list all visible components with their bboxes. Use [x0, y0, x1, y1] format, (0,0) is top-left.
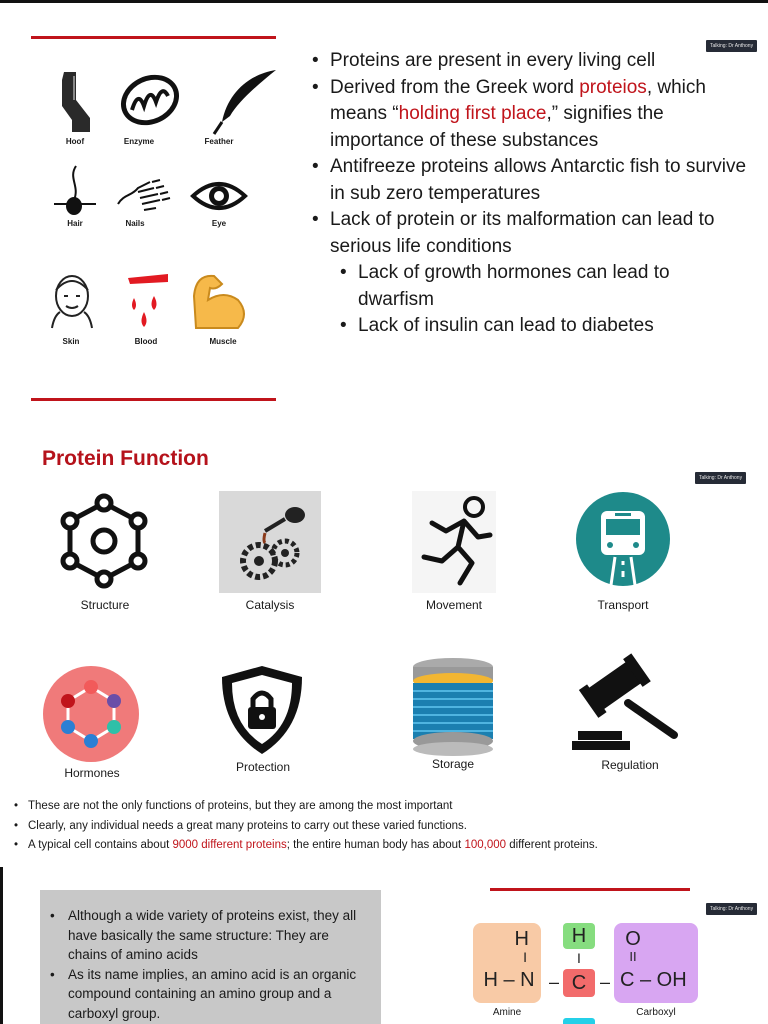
bullet-same-structure: • Although a wide variety of proteins exist, they all have basically the same structure: They are chains of amino acids: [40, 906, 371, 965]
bullet-antifreeze: • Antifreeze proteins allows Antarctic fish to survive in sub zero temperatures: [310, 154, 750, 207]
feather-icon: [210, 66, 280, 136]
highlight-9000: 9000 different proteins: [172, 839, 287, 851]
amino-bullets: [40, 906, 381, 1023]
h-box: H: [563, 923, 595, 949]
eye-icon: [190, 178, 248, 214]
amine-h-top: H: [514, 928, 529, 950]
bullet-many-proteins: • Clearly, any individual needs a great many proteins to carry out these varied functions.: [10, 817, 760, 837]
hoof-icon: [50, 70, 100, 134]
storage-icon: [410, 657, 496, 757]
feather-label: Feather: [204, 137, 234, 146]
skin-label: Skin: [62, 337, 80, 346]
slide-protein-function: [0, 425, 768, 865]
carboxyl-label: Carboxyl: [636, 1007, 676, 1018]
transport-icon: [575, 491, 671, 587]
red-rule-bottom: [31, 398, 276, 401]
slide-amino-acids: [0, 865, 768, 1024]
hair-label: Hair: [67, 219, 83, 228]
slide-title: Protein Function: [42, 447, 209, 470]
muscle-icon: [188, 270, 248, 334]
carbon-box: C: [563, 969, 595, 997]
hoof-label: Hoof: [65, 137, 85, 146]
carboxyl-coh: C – OH: [620, 969, 687, 991]
protection-icon: [218, 663, 306, 757]
structure-label: Structure: [80, 598, 130, 612]
red-rule-top: [31, 36, 276, 39]
amine-bond: I: [523, 949, 527, 965]
nails-label: Nails: [125, 219, 145, 228]
top-border: [0, 0, 768, 3]
skin-icon: [48, 268, 98, 334]
overview-bullets: [310, 48, 750, 340]
red-rule-top: [490, 888, 690, 891]
catalysis-icon: [219, 491, 321, 593]
muscle-label: Muscle: [209, 337, 237, 346]
hormones-icon: [42, 665, 140, 763]
highlight-holding-first-place: holding first place: [398, 103, 547, 124]
sub-bullet-growth-hormones: • Lack of growth hormones can lead to dwarfism: [310, 260, 750, 313]
bullet-amino-definition: • As its name implies, an amino acid is an organic compound containing an amino group and a carboxyl group.: [40, 965, 371, 1024]
hormones-label: Hormones: [64, 766, 120, 780]
bullet-not-only-functions: • These are not the only functions of proteins, but they are among the most important: [10, 797, 760, 817]
speaker-badge: Talking: Dr Anthony: [706, 903, 757, 915]
movement-icon: [412, 491, 496, 593]
enzyme-icon: [118, 70, 182, 130]
bullet-greek-word: • Derived from the Greek word proteios, which means “holding first place,” signifies the importance of these substances: [310, 75, 750, 155]
bullet-lack-of-protein: • Lack of protein or its malformation can lead to serious life conditions: [310, 207, 750, 260]
movement-label: Movement: [425, 598, 483, 612]
transport-label: Transport: [597, 598, 649, 612]
highlight-proteios: proteios: [579, 76, 647, 98]
blood-label: Blood: [134, 337, 158, 346]
amine-label: Amine: [492, 1007, 522, 1018]
speaker-badge: Talking: Dr Anthony: [706, 40, 757, 52]
bullet-protein-count: • A typical cell contains about 9000 different proteins; the entire human body has about 100,000 different proteins.: [10, 836, 760, 856]
structure-icon: [56, 491, 152, 591]
left-border: [0, 867, 3, 1024]
r-group-box: [563, 1018, 595, 1024]
c-bond: I: [577, 950, 581, 966]
highlight-100000: 100,000: [464, 839, 507, 851]
catalysis-label: Catalysis: [245, 598, 295, 612]
hair-icon: [52, 164, 98, 218]
blood-icon: [124, 270, 172, 332]
slide-protein-overview: [0, 0, 768, 425]
regulation-icon: [570, 653, 680, 753]
enzyme-label: Enzyme: [123, 137, 155, 146]
carboxyl-o: O: [625, 928, 641, 950]
nails-icon: [114, 176, 176, 216]
bond-dash-right: –: [599, 972, 610, 992]
bond-dash-left: –: [548, 972, 559, 992]
amine-hn: H – N: [483, 969, 535, 991]
sub-bullet-insulin: • Lack of insulin can lead to diabetes: [310, 313, 750, 340]
function-bullets: [10, 797, 760, 856]
protection-label: Protection: [235, 760, 291, 774]
regulation-label: Regulation: [601, 758, 659, 772]
speaker-badge: Talking: Dr Anthony: [695, 472, 746, 484]
text-box: [40, 890, 381, 1024]
eye-label: Eye: [211, 219, 227, 228]
carboxyl-double-bond: II: [629, 949, 637, 964]
bullet-living-cell: • Proteins are present in every living cell: [310, 48, 750, 75]
storage-label: Storage: [431, 757, 475, 771]
